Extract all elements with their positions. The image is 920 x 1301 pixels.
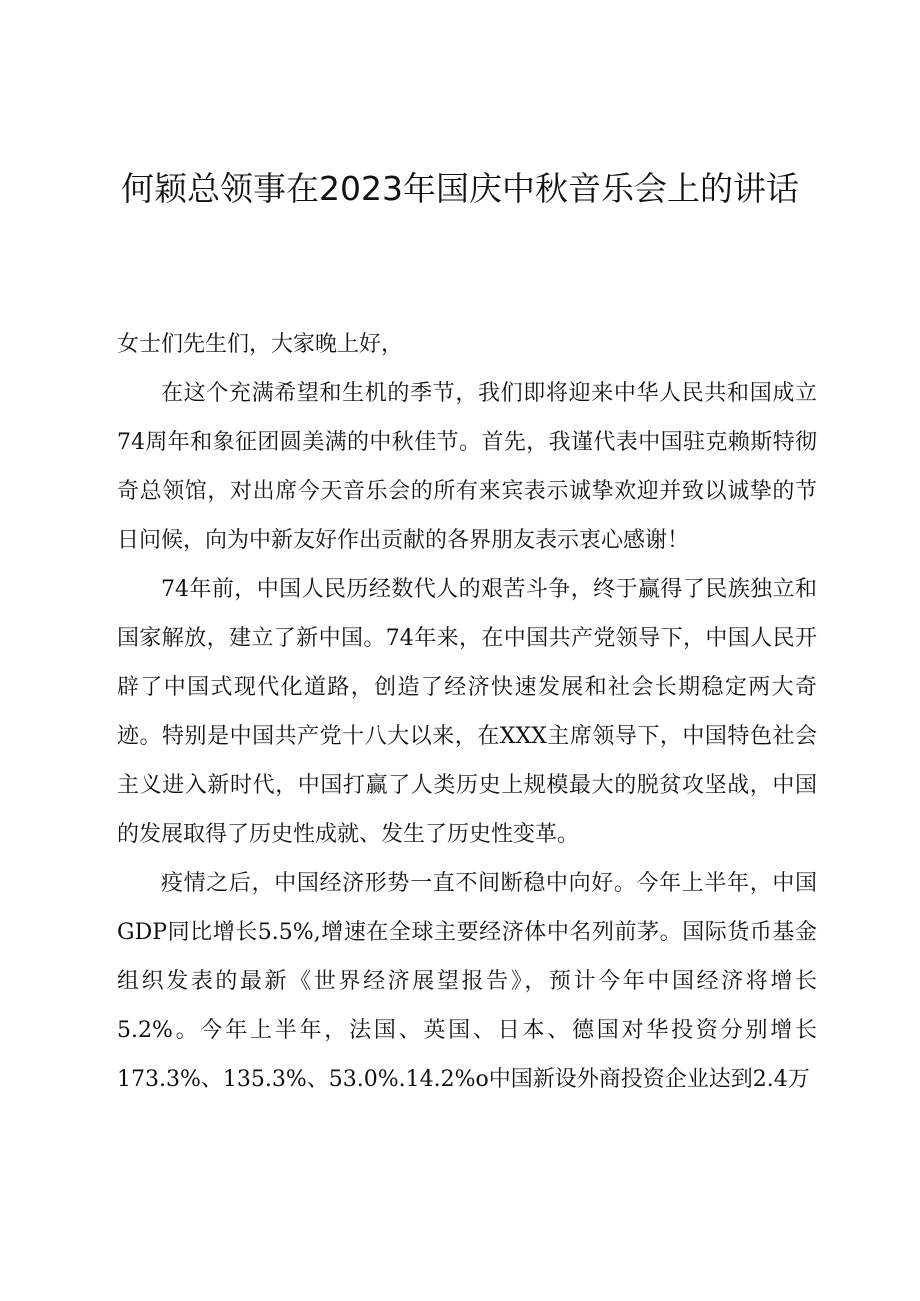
paragraph-3: 疫情之后，中国经济形势一直不间断稳中向好。今年上半年，中国GDP同比增长5.5%,增速在全球主要经济体中名列前茅。国际货币基金组织发表的最新《世界经济展望报告》，预计今年中国经济将增长5.2%。今年上半年，法国、英国、日本、德国对华投资分别增长173.3%、135.3%、53.0%.14.2%o中国新设外商投资企业达到2.4万 bbox=[117, 871, 817, 1092]
document-body bbox=[117, 320, 817, 1104]
paragraph-1: 在这个充满希望和生机的季节，我们即将迎来中华人民共和国成立74周年和象征团圆美满的中秋佳节。首先，我谨代表中国驻克赖斯特彻奇总领馆，对出席今天音乐会的所有来宾表示诚挚欢迎并致以诚挚的节日问候，向为中新友好作出贡献的各界朋友表示衷心感谢！ bbox=[117, 381, 817, 553]
document-title: 何颖总领事在2023年国庆中秋音乐会上的讲话 bbox=[121, 169, 799, 208]
paragraph-2: 74年前，中国人民历经数代人的艰苦斗争，终于赢得了民族独立和国家解放，建立了新中国。74年来，在中国共产党领导下，中国人民开辟了中国式现代化道路，创造了经济快速发展和社会长期稳定两大奇迹。特别是中国共产党十八大以来，在XXX主席领导下，中国特色社会主义进入新时代，中国打赢了人类历史上规模最大的脱贫攻坚战，中国的发展取得了历史性成就、发生了历史性变革。 bbox=[117, 577, 817, 847]
salutation: 女士们先生们，大家晚上好， bbox=[117, 332, 404, 357]
